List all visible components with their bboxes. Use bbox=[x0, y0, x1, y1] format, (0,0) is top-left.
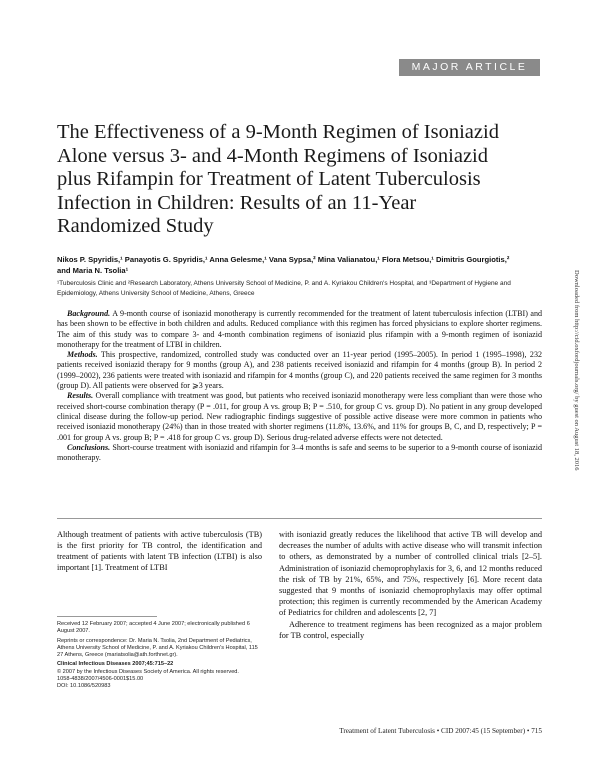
body-column-right bbox=[279, 529, 542, 641]
copyright: © 2007 by the Infectious Diseases Society of America. All rights reserved. bbox=[57, 668, 239, 675]
section-label: Methods. bbox=[67, 350, 98, 360]
abstract-results bbox=[57, 391, 542, 442]
abstract-background bbox=[57, 309, 542, 350]
abstract-conclusions bbox=[57, 443, 542, 464]
doi: DOI: 10.1086/520983 bbox=[57, 683, 111, 690]
divider bbox=[57, 518, 542, 519]
divider bbox=[57, 616, 157, 617]
article-title: The Effectiveness of a 9-Month Regimen of Isoniazid Alone versus 3- and 4-Month Regimens of Isoniazid plus Rifampin for Treatment of Latent Tuberculosis Infection in Children: Results of an 11-Year Randomized Study bbox=[57, 121, 499, 237]
body-column-left: Although treatment of patients with active tuberculosis (TB) is the first priority for TB control, the identification and treatment of patients with latent TB infection (LTBI) is also important [1]. Treatment of LTBI bbox=[57, 530, 262, 573]
correspondence: Reprints or correspondence: Dr. Maria N. Tsolia, 2nd Department of Pediatrics, Athens University School of Medicine, P. and A. Kyriakou Children's Hospital, 115 27 Athens, Greece (mariatsolia@ath.forthnet.gr). bbox=[57, 637, 258, 659]
paragraph-text: This prospective, randomized, controlled study was conducted over an 11-year period (1995–2005). In period 1 (1995–1998), 232 patients received isoniazid therapy for 9 months (group A), and 238 patients received isoniazid and rifampin for 4 months (group B). In period 2 (1999–2002), 236 patients were treated with isoniazid and rifampin for 4 months (group C), and 220 patients received the same regimen for 3 months (group D). All patients were observed for ⩾3 years. bbox=[57, 350, 542, 391]
received-dates: Received 12 February 2007; accepted 4 June 2007; electronically published 6 August 2007. bbox=[57, 621, 250, 635]
download-watermark[interactable]: Downloaded from http://cid.oxfordjournals.org/ by guest on August 18, 2016 bbox=[573, 270, 580, 471]
paragraph-text: A 9-month course of isoniazid monotherapy is currently recommended for the treatment of latent tuberculosis infection (LTBI) and has been shown to be effective in both children and adults. Reduced compliance with this regimen has forced physicians to explore shorter regimens. The aim of this study was to compare 3- and 4-month combination regimens of isoniazid plus rifampin with a 9-month regimen of isoniazid monotherapy for the treatment of LTBI in children. bbox=[57, 309, 542, 349]
author-affiliations: ¹Tuberculosis Clinic and ²Research Laboratory, Athens University School of Medicine, P. and A. Kyriakou Children's Hospital, and ³Department of Hygiene and Epidemiology, Athens University School of Medicine, Athens, Greece bbox=[57, 280, 511, 297]
section-label: Results. bbox=[67, 391, 94, 401]
section-label: Conclusions. bbox=[67, 442, 111, 452]
section-label: Background. bbox=[67, 309, 111, 318]
page-footer: Treatment of Latent Tuberculosis • CID 2007:45 (15 September) • 715 bbox=[339, 727, 542, 735]
paragraph: Adherence to treatment regimens has been recognized as a major problem for TB control, especially bbox=[279, 619, 542, 640]
paragraph-text: Short-course treatment with isoniazid and rifampin for 3–4 months is safe and seems to be superior to a 9-month course of isoniazid monotherapy. bbox=[57, 442, 542, 463]
issn: 1058-4838/2007/4506-0001$15.00 bbox=[57, 676, 144, 683]
paragraph: with isoniazid greatly reduces the likelihood that active TB will develop and decreases the number of adults with active disease who will transmit infection to others, as demonstrated by a number of controlled clinical trials [2–5]. Administration of isoniazid chemoprophylaxis for 3, 6, and 12 months reduced the risk of TB by 21%, 65%, and 75%, respectively [6]. More recent data suggested that 9 months of isoniazid chemoprophylaxis may offer optimal protection; this regimen is currently recommended by the American Academy of Pediatrics for children and adolescents [2, 7] bbox=[279, 530, 542, 618]
abstract-methods bbox=[57, 350, 542, 391]
journal-citation: Clinical Infectious Diseases 2007;45:715–22 bbox=[57, 661, 174, 668]
author-list: Nikos P. Spyridis,¹ Panayotis G. Spyridis,¹ Anna Gelesme,¹ Vana Sypsa,² Mina Valianatou,¹ Flora Metsou,¹ Dimitris Gourgiotis,² and Maria N. Tsolia¹ bbox=[57, 255, 510, 275]
paragraph-text: Overall compliance with treatment was good, but patients who received isoniazid monotherapy were less compliant than were those who received short-course combination therapy (P = .011, for group A vs. group B; P = .510, for group C vs. group D). No patient in any group developed clinical disease during the follow-up period. New radiographic findings suggestive of possible active disease were more common in patients who received isoniazid monotherapy (24%) than in those treated with shorter regimens (11.8%, 13.6%, and 11% for groups B, C, and D, respectively; P = .001 for group A vs. group B; P = .418 for group C vs. group D). Serious drug-related adverse effects were not detected. bbox=[57, 391, 542, 442]
abstract bbox=[57, 309, 542, 463]
article-type-banner: MAJOR ARTICLE bbox=[399, 59, 540, 76]
article-notes bbox=[57, 616, 262, 691]
